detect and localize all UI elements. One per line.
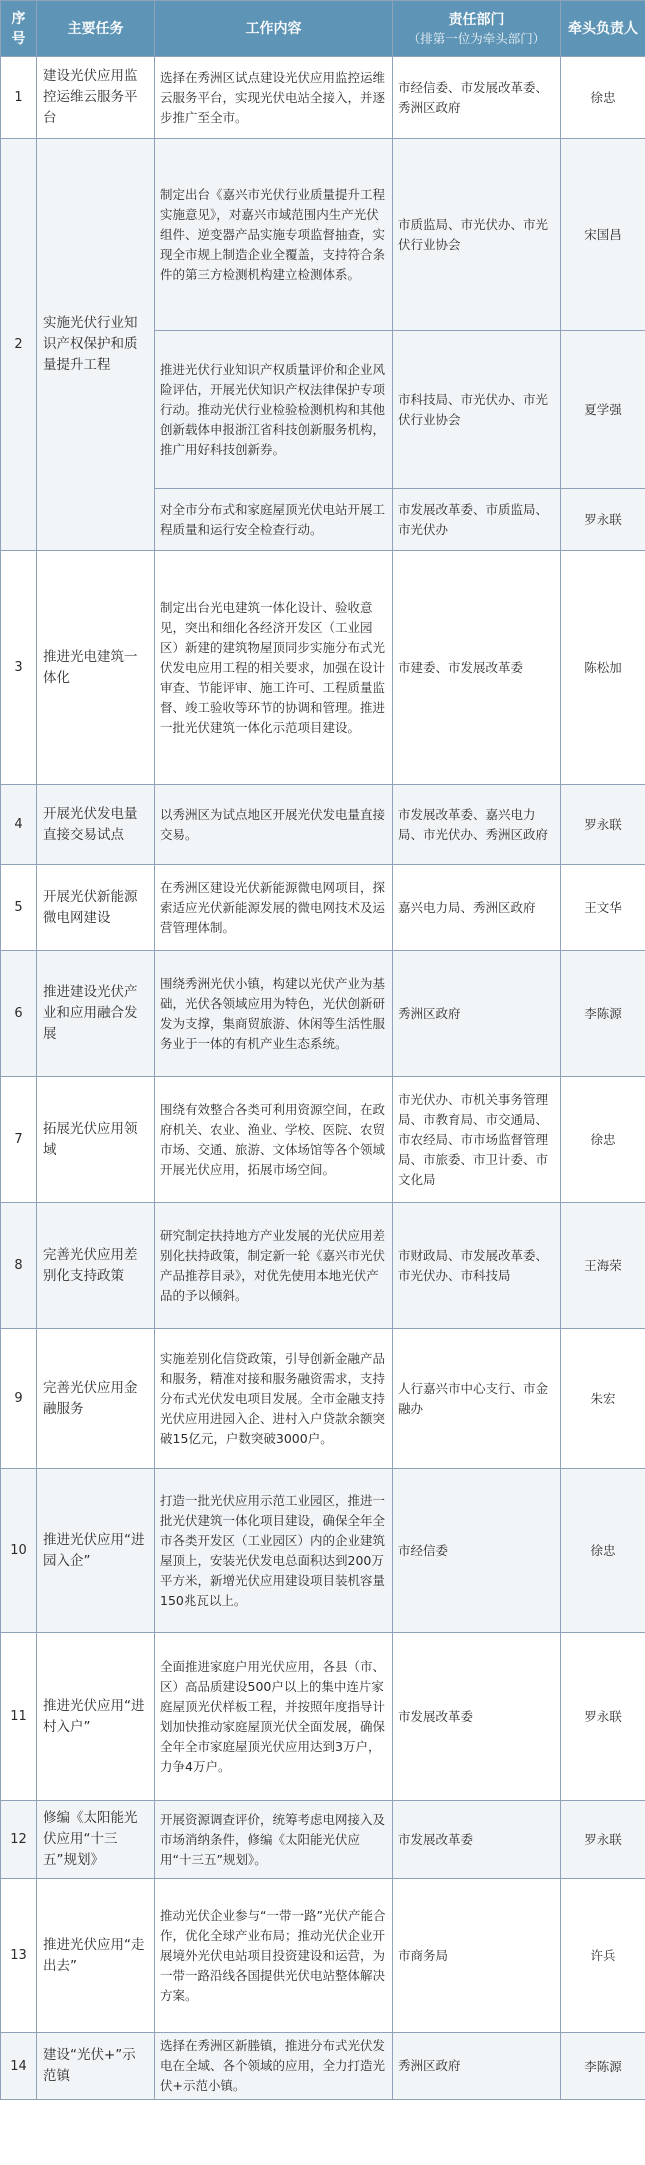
lead-cell: 宋国昌 — [561, 139, 645, 331]
task-cell: 推进光电建筑一体化 — [37, 551, 155, 785]
row-number: 13 — [1, 1879, 37, 2033]
table-row — [1, 1801, 645, 1879]
content-cell: 以秀洲区为试点地区开展光伏发电量直接交易。 — [155, 785, 393, 865]
dept-cell: 市经信委、市发展改革委、秀洲区政府 — [393, 57, 561, 139]
row-number: 4 — [1, 785, 37, 865]
content-cell: 实施差别化信贷政策，引导创新金融产品和服务，精准对接和服务融资需求，支持分布式光伏发电项目发展。全市金融支持光伏应用进园入企、进村入户贷款余额突破15亿元，户数突破3000户。 — [155, 1329, 393, 1469]
table-row — [1, 57, 645, 139]
lead-cell: 朱宏 — [561, 1329, 645, 1469]
header-dept — [393, 1, 561, 57]
dept-cell: 人行嘉兴市中心支行、市金融办 — [393, 1329, 561, 1469]
content-cell: 制定出台《嘉兴市光伏行业质量提升工程实施意见》，对嘉兴市域范围内生产光伏组件、逆变器产品实施专项监督抽查，实现全市规上制造企业全覆盖，支持符合条件的第三方检测机构建立检测体系。 — [155, 139, 393, 331]
dept-cell: 市经信委 — [393, 1469, 561, 1633]
lead-cell: 王海荣 — [561, 1203, 645, 1329]
content-cell: 选择在秀洲区试点建设光伏应用监控运维云服务平台，实现光伏电站全接入，并逐步推广至全市。 — [155, 57, 393, 139]
dept-cell: 市质监局、市光伏办、市光伏行业协会 — [393, 139, 561, 331]
header-row — [1, 1, 645, 57]
lead-cell: 徐忠 — [561, 1077, 645, 1203]
header-dept-note: （排第一位为牵头部门） — [407, 30, 546, 46]
dept-cell: 市科技局、市光伏办、市光伏行业协会 — [393, 331, 561, 489]
dept-cell: 市光伏办、市机关事务管理局、市教育局、市交通局、市农经局、市市场监督管理局、市旅委、市卫计委、市文化局 — [393, 1077, 561, 1203]
content-cell: 打造一批光伏应用示范工业园区，推进一批光伏建筑一体化项目建设，确保全年全市各类开发区（工业园区）内的企业建筑屋顶上，安装光伏发电总面积达到200万平方米，新增光伏应用建设项目装机容量150兆瓦以上。 — [155, 1469, 393, 1633]
content-cell: 选择在秀洲区新塍镇，推进分布式光伏发电在全域、各个领域的应用，全力打造光伏+示范小镇。 — [155, 2033, 393, 2100]
row-number: 7 — [1, 1077, 37, 1203]
dept-cell: 嘉兴电力局、秀洲区政府 — [393, 865, 561, 951]
lead-cell: 李陈源 — [561, 2033, 645, 2100]
header-lead: 牵头负责人 — [561, 1, 645, 57]
table-row — [1, 1203, 645, 1329]
row-number: 9 — [1, 1329, 37, 1469]
task-cell: 拓展光伏应用领域 — [37, 1077, 155, 1203]
table-row — [1, 1329, 645, 1469]
lead-cell: 罗永联 — [561, 1633, 645, 1801]
content-cell: 围绕有效整合各类可利用资源空间，在政府机关、农业、渔业、学校、医院、农贸市场、交通、旅游、文体场馆等各个领域开展光伏应用，拓展市场空间。 — [155, 1077, 393, 1203]
header-task: 主要任务 — [37, 1, 155, 57]
table-row — [1, 2033, 645, 2100]
content-cell: 研究制定扶持地方产业发展的光伏应用差别化扶持政策，制定新一轮《嘉兴市光伏产品推荐目录》，对优先使用本地光伏产品的予以倾斜。 — [155, 1203, 393, 1329]
lead-cell: 王文华 — [561, 865, 645, 951]
dept-cell: 市建委、市发展改革委 — [393, 551, 561, 785]
table-row — [1, 1879, 645, 2033]
task-cell: 推进光伏应用“进园入企” — [37, 1469, 155, 1633]
dept-cell: 市商务局 — [393, 1879, 561, 2033]
header-dept-title: 责任部门 — [448, 11, 505, 28]
dept-cell: 市发展改革委 — [393, 1633, 561, 1801]
task-cell: 建设“光伏+”示范镇 — [37, 2033, 155, 2100]
task-cell: 推进建设光伏产业和应用融合发展 — [37, 951, 155, 1077]
task-cell: 实施光伏行业知识产权保护和质量提升工程 — [37, 139, 155, 551]
table-row — [1, 1077, 645, 1203]
lead-cell: 罗永联 — [561, 489, 645, 551]
dept-cell: 市发展改革委 — [393, 1801, 561, 1879]
task-cell: 完善光伏应用金融服务 — [37, 1329, 155, 1469]
row-number: 1 — [1, 57, 37, 139]
header-content: 工作内容 — [155, 1, 393, 57]
content-cell: 推动光伏企业参与“一带一路”光伏产能合作，优化全球产业布局；推动光伏企业开展境外光伏电站项目投资建设和运营，为一带一路沿线各国提供光伏电站整体解决方案。 — [155, 1879, 393, 2033]
table-row — [1, 951, 645, 1077]
task-cell: 完善光伏应用差别化支持政策 — [37, 1203, 155, 1329]
content-cell: 推进光伏行业知识产权质量评价和企业风险评估，开展光伏知识产权法律保护专项行动。推动光伏行业检验检测机构和其他创新载体申报浙江省科技创新服务机构，推广用好科技创新券。 — [155, 331, 393, 489]
table-row — [1, 1633, 645, 1801]
table-row — [1, 1469, 645, 1633]
lead-cell: 陈松加 — [561, 551, 645, 785]
task-cell: 建设光伏应用监控运维云服务平台 — [37, 57, 155, 139]
lead-cell: 李陈源 — [561, 951, 645, 1077]
lead-cell: 罗永联 — [561, 785, 645, 865]
dept-cell: 市发展改革委、市质监局、市光伏办 — [393, 489, 561, 551]
row-number: 8 — [1, 1203, 37, 1329]
lead-cell: 徐忠 — [561, 1469, 645, 1633]
task-cell: 推进光伏应用“进村入户” — [37, 1633, 155, 1801]
content-cell: 对全市分布式和家庭屋顶光伏电站开展工程质量和运行安全检查行动。 — [155, 489, 393, 551]
header-no: 序号 — [1, 1, 37, 57]
row-number: 11 — [1, 1633, 37, 1801]
lead-cell: 夏学强 — [561, 331, 645, 489]
row-number: 3 — [1, 551, 37, 785]
row-number: 2 — [1, 139, 37, 551]
task-cell: 修编《太阳能光伏应用“十三五”规划》 — [37, 1801, 155, 1879]
lead-cell: 许兵 — [561, 1879, 645, 2033]
lead-cell: 徐忠 — [561, 57, 645, 139]
table-row — [1, 551, 645, 785]
dept-cell: 市财政局、市发展改革委、市光伏办、市科技局 — [393, 1203, 561, 1329]
lead-cell: 罗永联 — [561, 1801, 645, 1879]
content-cell: 全面推进家庭户用光伏应用，各县（市、区）高品质建设500户以上的集中连片家庭屋顶光伏样板工程，并按照年度指导计划加快推动家庭屋顶光伏全面发展，确保全年全市家庭屋顶光伏应用达到3万户，力争4万户。 — [155, 1633, 393, 1801]
dept-cell: 秀洲区政府 — [393, 2033, 561, 2100]
content-cell: 制定出台光电建筑一体化设计、验收意见，突出和细化各经济开发区（工业园区）新建的建筑物屋顶同步实施分布式光伏发电应用工程的相关要求，加强在设计审查、节能评审、施工许可、工程质量监督、竣工验收等环节的协调和管理。推进一批光伏建筑一体化示范项目建设。 — [155, 551, 393, 785]
row-number: 12 — [1, 1801, 37, 1879]
row-number: 14 — [1, 2033, 37, 2100]
content-cell: 围绕秀洲光伏小镇，构建以光伏产业为基础，光伏各领域应用为特色，光伏创新研发为支撑，集商贸旅游、休闲等生活性服务业于一体的有机产业生态系统。 — [155, 951, 393, 1077]
table-row — [1, 785, 645, 865]
row-number: 10 — [1, 1469, 37, 1633]
task-cell: 开展光伏新能源微电网建设 — [37, 865, 155, 951]
task-cell: 推进光伏应用“走出去” — [37, 1879, 155, 2033]
table-row — [1, 139, 645, 331]
table-row — [1, 865, 645, 951]
content-cell: 开展资源调查评价，统筹考虑电网接入及市场消纳条件，修编《太阳能光伏应用“十三五”规划》。 — [155, 1801, 393, 1879]
row-number: 6 — [1, 951, 37, 1077]
dept-cell: 市发展改革委、嘉兴电力局、市光伏办、秀洲区政府 — [393, 785, 561, 865]
row-number: 5 — [1, 865, 37, 951]
task-cell: 开展光伏发电量直接交易试点 — [37, 785, 155, 865]
dept-cell: 秀洲区政府 — [393, 951, 561, 1077]
content-cell: 在秀洲区建设光伏新能源微电网项目，探索适应光伏新能源发展的微电网技术及运营管理体制。 — [155, 865, 393, 951]
